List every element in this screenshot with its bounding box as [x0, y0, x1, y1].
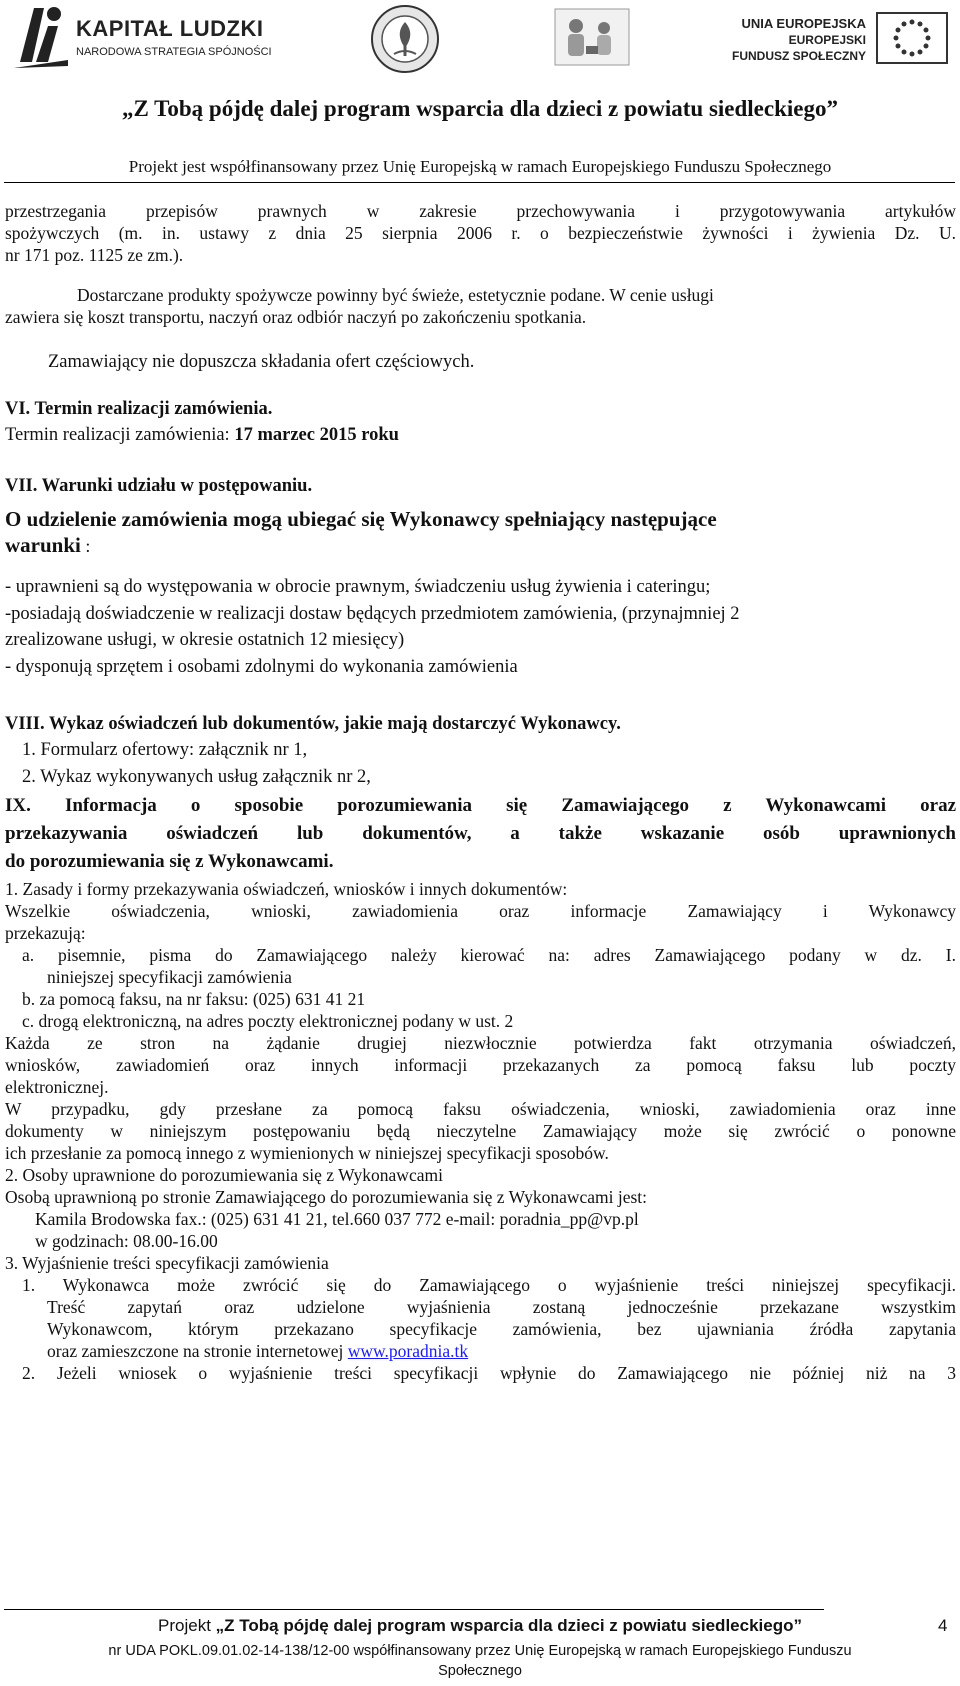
s9-para1-line1: Każda ze stron na żądanie drugiej niezwłocznie potwierdza fakt otrzymania oświadczeń,	[5, 1033, 956, 1053]
s9-item-b: b. za pomocą faksu, na nr faksu: (025) 631 41 21	[22, 989, 366, 1009]
eu-logo-text	[732, 16, 866, 64]
section-9-heading-line2: przekazywania oświadczeń lub dokumentów, a także wskazanie osób uprawnionych	[5, 823, 956, 844]
s9-para1-line3: elektronicznej.	[5, 1077, 109, 1097]
section-6-text	[5, 424, 956, 446]
kapital-ludzki-logo	[14, 0, 274, 72]
p2-line2: zawiera się koszt transportu, naczyń oraz odbiór naczyń po zakończeniu spotkania.	[5, 307, 587, 327]
s9-3-item1-line3: Wykonawcom, którym przekazano specyfikacje zamówienia, bez ujawniania źródła zapytania	[47, 1319, 956, 1339]
cofinancing-note: Projekt jest współfinansowany przez Unię Europejską w ramach Europejskiego Funduszu Społecznego	[128, 157, 832, 176]
s9-para1-line2: wniosków, zawiadomień oraz innych informacji przekazanych za pomocą faksu lub poczty	[5, 1055, 956, 1075]
section-7-intro-conditions: warunki	[5, 533, 81, 557]
header-logos	[14, 0, 948, 80]
footer-title	[0, 1616, 960, 1636]
section-8-item-1: 1. Formularz ofertowy: załącznik nr 1,	[22, 740, 308, 760]
section-8-item-2: 2. Wykaz wykonywanych usług załącznik nr 2,	[22, 767, 371, 787]
page-number: 4	[938, 1616, 948, 1635]
section-8-heading: VIII. Wykaz oświadczeń lub dokumentów, jakie mają dostarczyć Wykonawcy.	[5, 714, 621, 734]
eu-logo-line2: EUROPEJSKI	[788, 33, 866, 47]
s9-para2-line3: ich przesłanie za pomocą innego z wymienionych w niniejszej specyfikacji sposobów.	[5, 1143, 609, 1163]
children-illustration-icon	[554, 8, 630, 66]
section-7-heading: VII. Warunki udziału w postępowaniu.	[5, 476, 313, 496]
website-label: oraz zamieszczone na stronie internetowej	[47, 1341, 348, 1361]
kapital-ludzki-emblem-icon	[14, 2, 68, 68]
contact-person: Kamila Brodowska fax.: (025) 631 41 21, tel.660 037 772 e-mail: poradnia_pp@vp.pl	[35, 1209, 639, 1229]
eu-logo-line3: FUNDUSZ SPOŁECZNY	[731, 49, 866, 63]
s9-item-c: c. drogą elektroniczną, na adres poczty elektronicznej podany w ust. 2	[22, 1011, 514, 1031]
s9-3-item1-line4	[47, 1340, 960, 1362]
footer-program-title: „Z Tobą pójdę dalej program wsparcia dla dzieci z powiatu siedleckiego”	[215, 1616, 802, 1635]
section-7-intro-colon: :	[80, 536, 91, 556]
logo-left-subtitle: NARODOWA STRATEGIA SPÓJNOŚCI	[76, 46, 272, 58]
condition-3: - dysponują sprzętem i osobami zdolnymi do wykonania zamówienia	[5, 657, 518, 677]
footer-prefix: Projekt	[158, 1616, 216, 1635]
p1-line2: spożywczych (m. in. ustawy z dnia 25 sierpnia 2006 r. o bezpieczeństwie żywności i żywienia Dz. U.	[5, 223, 956, 243]
footer-divider	[4, 1609, 824, 1610]
s9-item-a-line2: niniejszej specyfikacji zamówienia	[47, 967, 292, 987]
section-7-intro-line2	[5, 534, 956, 557]
p2-line1: Dostarczane produkty spożywcze powinny być świeże, estetycznie podane. W cenie usługi	[77, 285, 714, 305]
footer-subtitle	[0, 1641, 960, 1681]
p1-line1: przestrzegania przepisów prawnych w zakresie przechowywania i przygotowywania artykułów	[5, 201, 956, 221]
s9-3-item2-line1: 2. Jeżeli wniosek o wyjaśnienie treści specyfikacji wpłynie do Zamawiającego nie później niż na 3	[22, 1363, 956, 1383]
p1-line3: nr 171 poz. 1125 ze zm.).	[5, 245, 184, 265]
program-title: „Z Tobą pójdę dalej program wsparcia dla dzieci z powiatu siedleckiego”	[121, 96, 838, 121]
eu-logo	[732, 8, 948, 74]
s9-3-item1-line1: 1. Wykonawca może zwrócić się do Zamawiającego o wyjaśnienie treści niniejszej specyfikacji.	[22, 1275, 956, 1295]
condition-2-line2: zrealizowane usługi, w okresie ostatnich 12 miesięcy)	[5, 630, 405, 650]
section-9-heading-line1: IX. Informacja o sposobie porozumiewania się Zamawiającego z Wykonawcami oraz	[5, 795, 956, 816]
condition-2-line1: -posiadają doświadczenie w realizacji dostaw będących przedmiotem zamówienia, (przynajmniej 2	[5, 604, 740, 624]
section-9-heading-line3: do porozumiewania się z Wykonawcami.	[5, 851, 334, 872]
website-link[interactable]: www.poradnia.tk	[347, 1341, 469, 1361]
deadline-label: Termin realizacji zamówienia:	[5, 425, 235, 445]
s9-1-line2: przekazują:	[5, 923, 86, 943]
powiat-siedlecki-seal-icon	[370, 4, 440, 74]
s9-item-a-line1: a. pisemnie, pisma do Zamawiającego należy kierować na: adres Zamawiającego podany w dz. I.	[22, 945, 956, 965]
s9-2-line1: Osobą uprawnioną po stronie Zamawiającego do porozumiewania się z Wykonawcami jest:	[5, 1187, 648, 1207]
section-7-intro-line1: O udzielenie zamówienia mogą ubiegać się Wykonawcy spełniający następujące	[5, 507, 717, 531]
condition-1: - uprawnieni są do występowania w obrocie prawnym, świadczeniu usług żywienia i cateringu;	[5, 577, 711, 597]
s9-3-item1-line2: Treść zapytań oraz udzielone wyjaśnienia zostaną jednocześnie przekazane wszystkim	[47, 1297, 956, 1317]
section-6-heading: VI. Termin realizacji zamówienia.	[5, 399, 273, 419]
s9-subsection-2: 2. Osoby uprawnione do porozumiewania się z Wykonawcami	[5, 1165, 443, 1185]
s9-para2-line1: W przypadku, gdy przesłane za pomocą faksu oświadczenia, wnioski, zawiadomienia oraz inne	[5, 1099, 956, 1119]
contact-hours: w godzinach: 08.00-16.00	[35, 1231, 218, 1251]
footer-sub-line2: Społecznego	[438, 1663, 522, 1679]
s9-para2-line2: dokumenty w niniejszym postępowaniu będą nieczytelne Zamawiający może się zwrócić o ponowne	[5, 1121, 956, 1141]
s9-1-line1: Wszelkie oświadczenia, wnioski, zawiadomienia oraz informacje Zamawiający i Wykonawcy	[5, 901, 956, 921]
logo-left-title: KAPITAŁ LUDZKI	[76, 16, 264, 41]
eu-flag-icon	[876, 12, 948, 64]
footer-sub-line1: nr UDA POKL.09.01.02-14-138/12-00 współfinansowany przez Unię Europejską w ramach Europejskiego Funduszu	[108, 1643, 852, 1659]
s9-subsection-3: 3. Wyjaśnienie treści specyfikacji zamówienia	[5, 1253, 329, 1273]
s9-subsection-1: 1. Zasady i formy przekazywania oświadczeń, wniosków i innych dokumentów:	[5, 879, 568, 899]
eu-logo-line1: UNIA EUROPEJSKA	[741, 16, 866, 31]
p3-no-partial-offers: Zamawiający nie dopuszcza składania ofert częściowych.	[48, 352, 475, 372]
header-divider	[4, 182, 955, 183]
deadline-date: 17 marzec 2015 roku	[234, 425, 399, 445]
